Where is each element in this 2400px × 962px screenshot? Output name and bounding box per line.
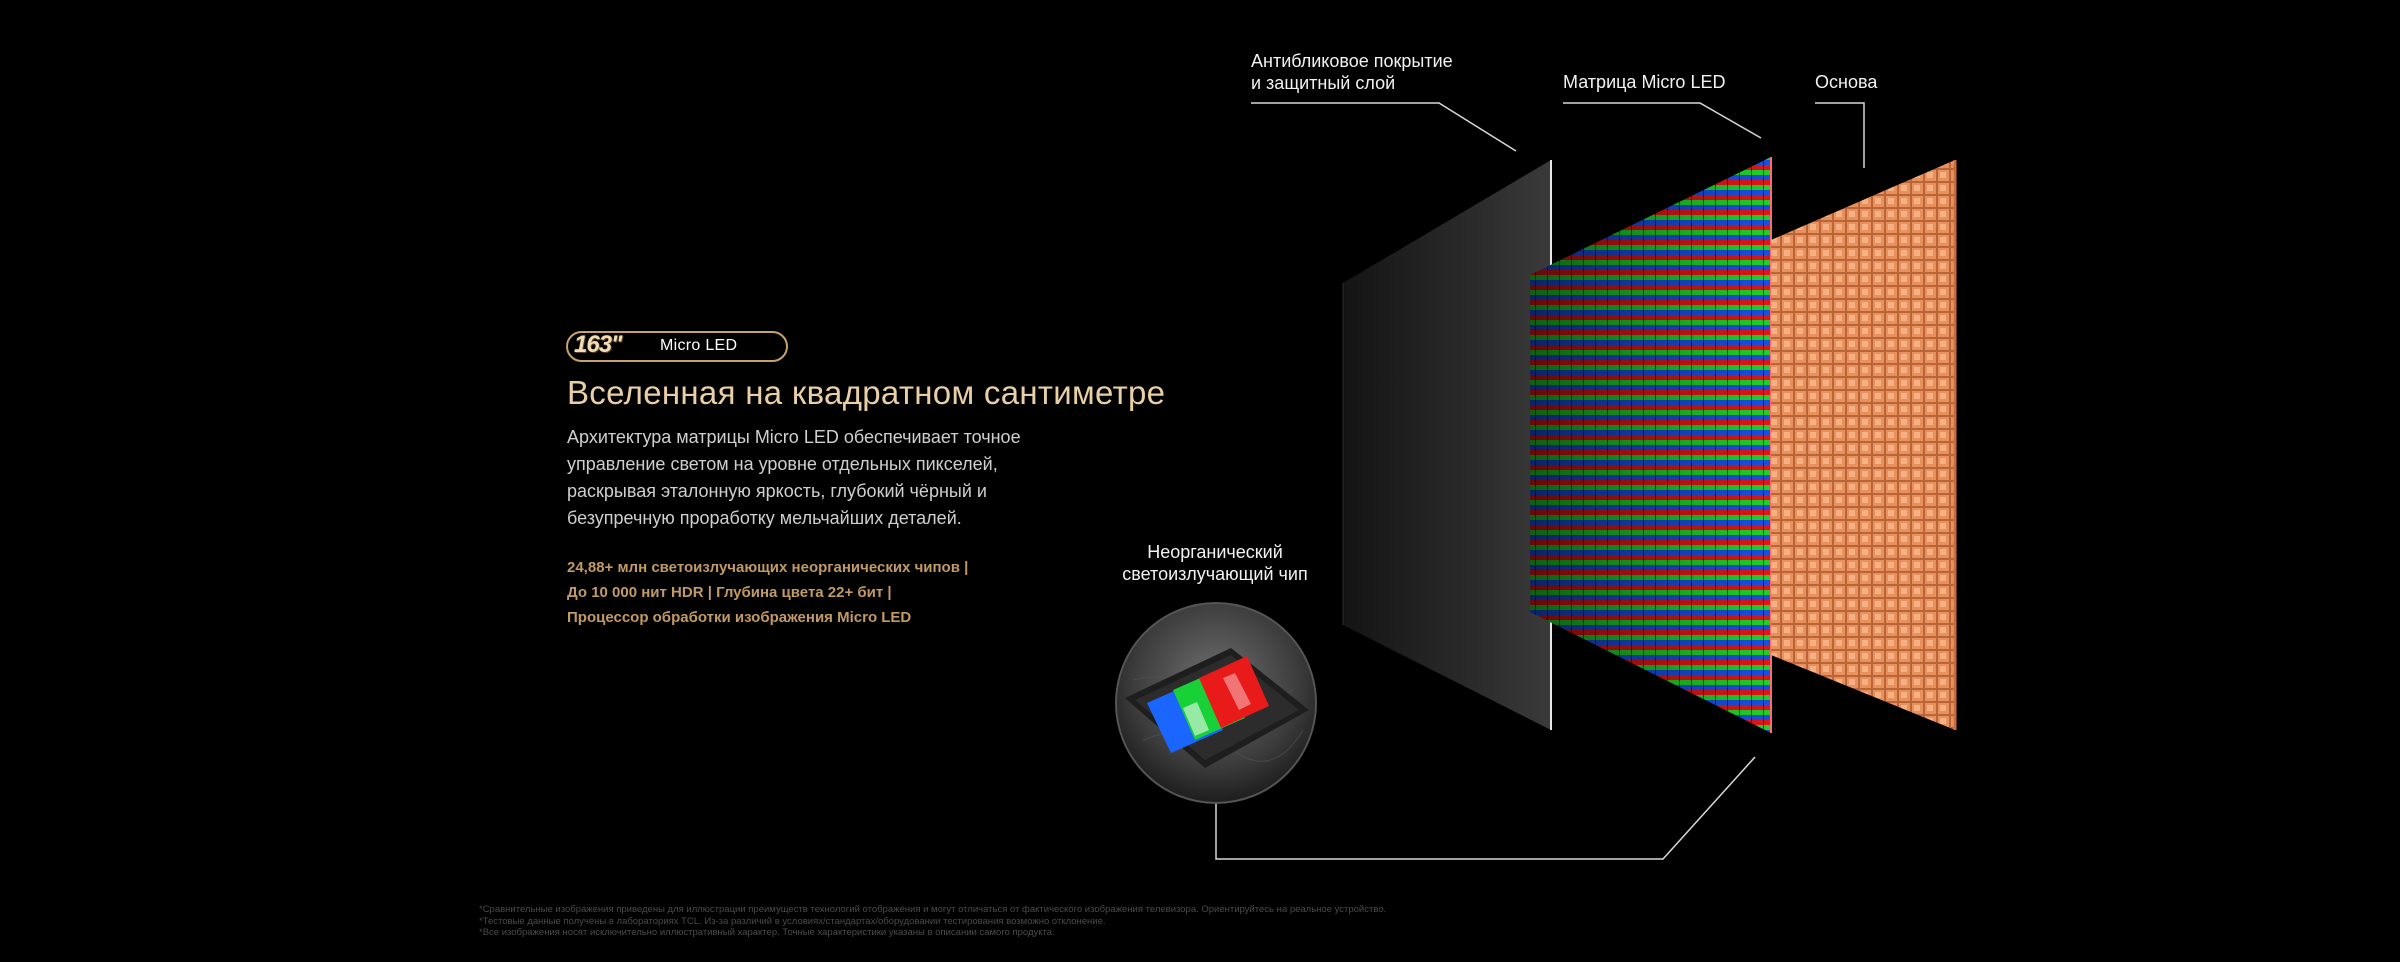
callout-chip-line: светоизлучающий чип: [1122, 564, 1308, 584]
callout-coating-line: Антибликовое покрытие: [1251, 51, 1453, 71]
intro-line: Архитектура матрицы Micro LED обеспечивает точное: [567, 427, 1021, 447]
footnotes: [479, 904, 1386, 939]
matrix-leader-line: [1563, 103, 1761, 138]
led-chip-icon: [1113, 600, 1319, 806]
intro-line: раскрывая эталонную яркость, глубокий чёрный и: [567, 481, 987, 501]
spec-line: 24,88+ млн светоизлучающих неорганических чипов |: [567, 559, 969, 576]
coating-leader-line: [1251, 103, 1516, 151]
headline: Вселенная на квадратном сантиметре: [567, 374, 1166, 411]
callout-coating: [1251, 50, 1453, 94]
callout-chip-line: Неорганический: [1147, 542, 1283, 562]
callout-matrix: Матрица Micro LED: [1563, 72, 1726, 92]
callout-base: Основа: [1815, 72, 1878, 92]
intro-line: безупречную проработку мельчайших деталей.: [567, 508, 962, 528]
micro-led-matrix-panel: [1530, 157, 1771, 733]
badge-label: Micro LED: [660, 337, 738, 354]
callout-chip: [1104, 541, 1326, 585]
spec-line: До 10 000 нит HDR | Глубина цвета 22+ бит |: [567, 584, 892, 601]
footnote: *Сравнительные изображения приведены для иллюстрации преимуществ технологий отображения и могут отличаться от фактического изображения телевизора. Ориентируйтесь на реальное устройство.: [479, 904, 1387, 915]
base-panel: [1771, 160, 1955, 730]
base-leader-line: [1815, 103, 1864, 168]
footnote: *Все изображения носят исключительно иллюстративный характер. Точные характеристики указаны в описании самого продукта.: [479, 927, 1055, 938]
spec-line: Процессор обработки изображения Micro LED: [567, 609, 912, 626]
callout-coating-line: и защитный слой: [1251, 73, 1396, 93]
badge-size: 163": [574, 331, 622, 358]
footnote: *Тестовые данные получены в лабораториях TCL. Из-за различий в условиях/стандартах/оборудовании тестирования возможно отклонение.: [479, 915, 1106, 927]
anti-glare-layer-panel: [1343, 160, 1551, 730]
intro-line: управление светом на уровне отдельных пикселей,: [567, 454, 998, 474]
